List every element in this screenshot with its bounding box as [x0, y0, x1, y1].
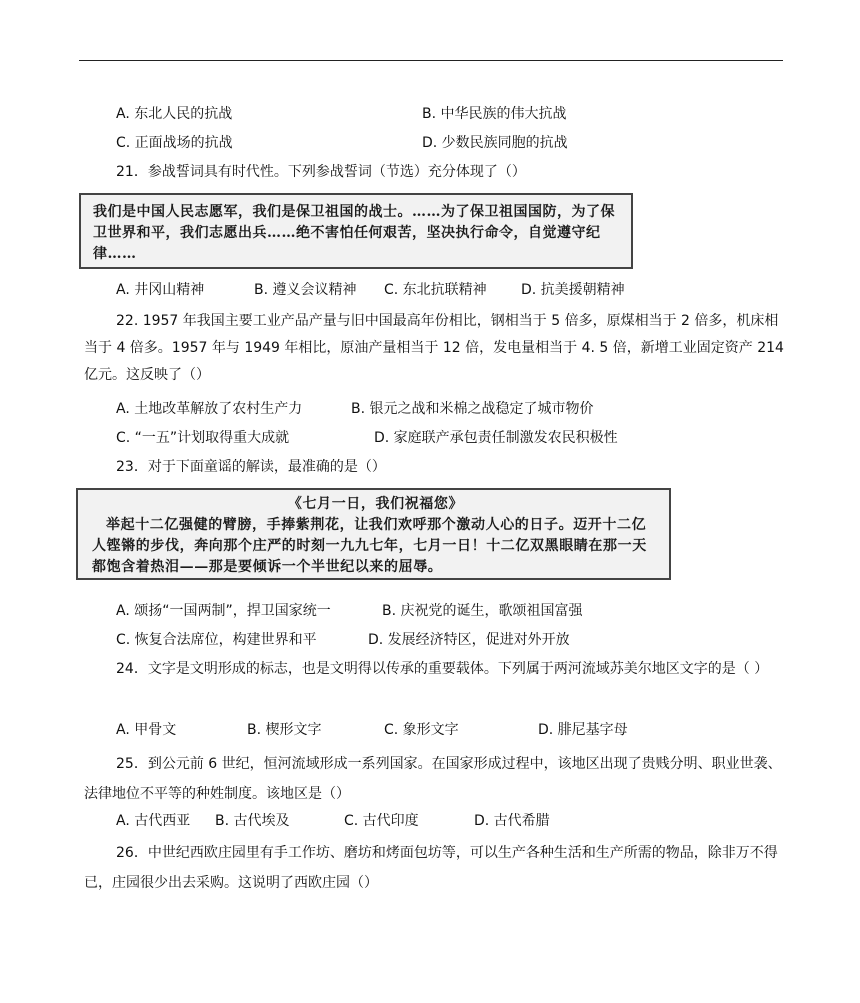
q21-option-d: D. 抗美援朝精神	[521, 282, 625, 298]
q22-option-d: D. 家庭联产承包责任制激发农民积极性	[374, 430, 618, 446]
q23-quote-text: 举起十二亿强健的臂膀，手捧紫荆花，让我们欢呼那个激动人心的日子。迈开十二亿人铿锵的步伐，奔向那个庄严的时刻一九九七年，七月一日！十二亿双黑眼睛在那一天都饱含着热泪——那是要倾诉一个半世纪以来的屈辱。	[92, 517, 647, 575]
q21-option-c: C. 东北抗联精神	[384, 282, 487, 298]
q21-quote-text: 我们是中国人民志愿军，我们是保卫祖国的战士。……为了保卫祖国国防，为了保卫世界和平，我们志愿出兵……绝不害怕任何艰苦，坚决执行命令，自觉遵守纪律……	[93, 204, 615, 262]
q20-option-c: C. 正面战场的抗战	[116, 135, 233, 151]
q24-option-d: D. 腓尼基字母	[538, 722, 628, 738]
q21-option-b: B. 遵义会议精神	[254, 282, 357, 298]
q25-option-c: C. 古代印度	[344, 813, 419, 829]
q24-option-a: A. 甲骨文	[116, 722, 177, 738]
header-rule	[79, 60, 783, 61]
q20-option-d: D. 少数民族同胞的抗战	[422, 135, 568, 151]
q25-option-b: B. 古代埃及	[215, 813, 290, 829]
q20-option-b: B. 中华民族的伟大抗战	[422, 106, 567, 122]
q24-stem: 24．文字是文明形成的标志，也是文明得以传承的重要载体。下列属于两河流域苏美尔地区文字的是（ ）	[116, 661, 769, 677]
q22-option-c: C. “一五”计划取得重大成就	[116, 430, 290, 446]
q25-option-d: D. 古代希腊	[474, 813, 550, 829]
q21-stem: 21．参战誓词具有时代性。下列参战誓词（节选）充分体现了（）	[116, 164, 526, 180]
q23-option-c: C. 恢复合法席位，构建世界和平	[116, 632, 317, 648]
q23-quote-box	[76, 488, 671, 580]
q22-option-a: A. 土地改革解放了农村生产力	[116, 401, 303, 417]
q23-quote-title: 《七月一日，我们祝福您》	[287, 496, 464, 512]
q25-option-a: A. 古代西亚	[116, 813, 191, 829]
q25-stem: 25．到公元前 6 世纪，恒河流域形成一系列国家。在国家形成过程中，该地区出现了贵贱分明、职业世袭、法律地位不平等的种姓制度。该地区是（）	[84, 756, 782, 802]
q26-stem: 26．中世纪西欧庄园里有手工作坊、磨坊和烤面包坊等，可以生产各种生活和生产所需的物品，除非万不得已，庄园很少出去采购。这说明了西欧庄园（）	[84, 845, 778, 891]
q20-option-a: A. 东北人民的抗战	[116, 106, 233, 122]
q23-option-d: D. 发展经济特区，促进对外开放	[368, 632, 570, 648]
q21-option-a: A. 井冈山精神	[116, 282, 205, 298]
q24-option-b: B. 楔形文字	[247, 722, 322, 738]
q21-quote-box	[79, 193, 633, 269]
q23-option-b: B. 庆祝党的诞生，歌颂祖国富强	[382, 603, 583, 619]
q23-stem: 23．对于下面童谣的解读，最准确的是（）	[116, 459, 386, 475]
q23-option-a: A. 颂扬“一国两制”，捍卫国家统一	[116, 603, 331, 619]
q24-option-c: C. 象形文字	[384, 722, 459, 738]
q22-stem: 22. 1957 年我国主要工业产品产量与旧中国最高年份相比，钢相当于 5 倍多，原煤相当于 2 倍多，机床相当于 4 倍多。1957 年与 1949 年相比，原油产量相当于 12 倍，发电量相当于 4. 5 倍，新增工业固定资产 214 亿元。这反映了（）	[84, 313, 784, 383]
q22-option-b: B. 银元之战和米棉之战稳定了城市物价	[351, 401, 594, 417]
